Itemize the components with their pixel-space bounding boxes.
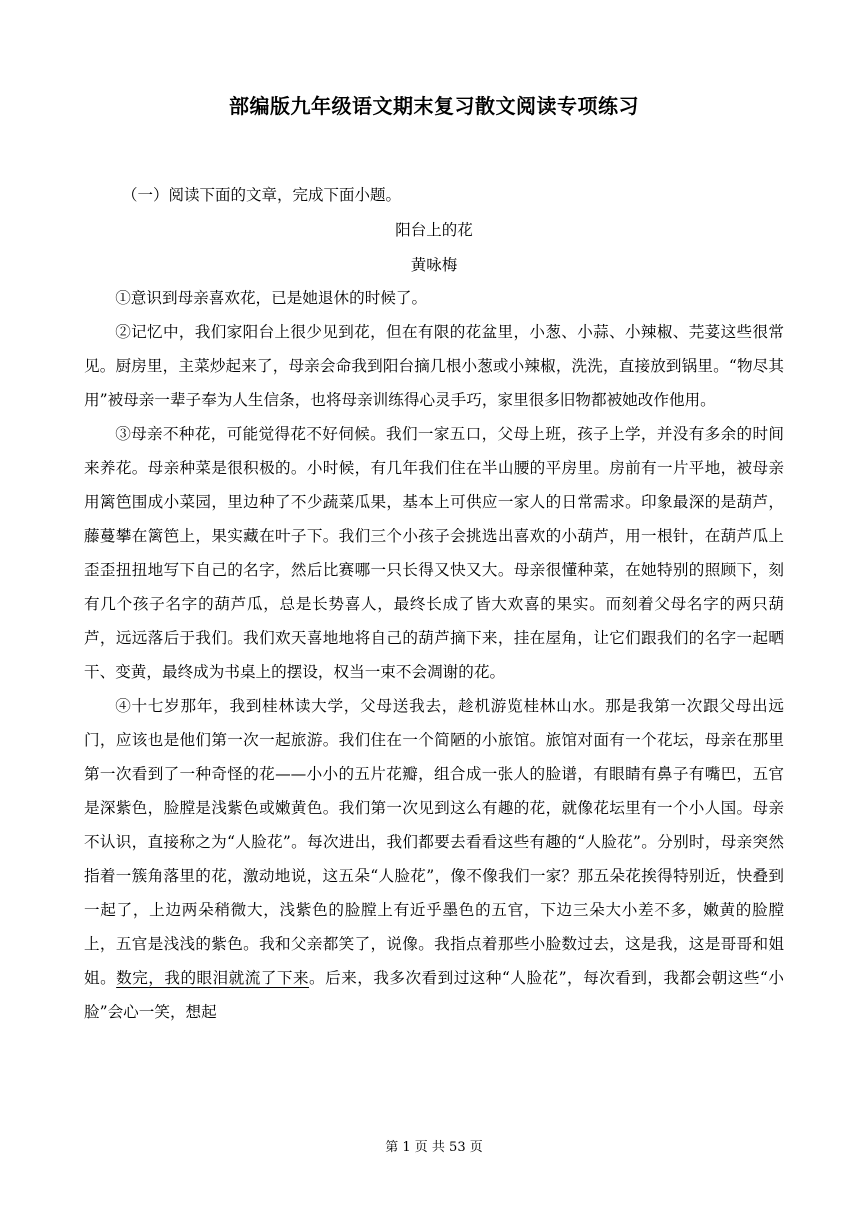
paragraph-4-text: ④十七岁那年，我到桂林读大学，父母送我去，趁机游览桂林山水。那是我第一次跟父母出远门，应该也是他们第一次一起旅游。我们住在一个简陋的小旅馆。旅馆对面有一个花坛，母亲在那里第一次看到了一种奇怪的花——小小的五片花瓣，组合成一张人的脸谱，有眼睛有鼻子有嘴巴，五官是深紫色，脸膛是浅紫色或嫩黄色。我们第一次见到这么有趣的花，就像花坛里有一个小人国。母亲不认识，直接称之为“人脸花”。每次进出，我们都要去看看这些有趣的“人脸花”。分别时，母亲突然指着一簇角落里的花，激动地说，这五朵“人脸花”，像不像我们一家？那五朵花挨得特别近，快叠到一起了，上边两朵稍微大，浅紫色的脸膛上有近乎墨色的五官，下边三朵大小差不多，嫩黄的脸膛上，五官是浅浅的紫色。我和父亲都笑了，说像。我指点着那些小脸数过去，这是我，这是哥哥和姐姐。	[84, 697, 784, 987]
article-title: 阳台上的花	[395, 221, 473, 239]
article-author: 黄咏梅	[410, 256, 458, 274]
article-body	[84, 281, 784, 1029]
paragraph-4	[84, 689, 784, 1029]
document-title: 部编版九年级语文期末复习散文阅读专项练习	[229, 94, 639, 118]
section-heading: （一）阅读下面的文章，完成下面小题。	[122, 186, 402, 204]
paragraph-3: ③母亲不种花，可能觉得花不好伺候。我们一家五口，父母上班，孩子上学，并没有多余的时间来养花。母亲种菜是很积极的。小时候，有几年我们住在半山腰的平房里。房前有一片平地，被母亲用篱笆围成小菜园，里边种了不少蔬菜瓜果，基本上可供应一家人的日常需求。印象最深的是葫芦，藤蔓攀在篱笆上，果实藏在叶子下。我们三个小孩子会挑选出喜欢的小葫芦，用一根针，在葫芦瓜上歪歪扭扭地写下自己的名字，然后比赛哪一只长得又快又大。母亲很懂种菜，在她特别的照顾下，刻有几个孩子名字的葫芦瓜，总是长势喜人，最终长成了皆大欢喜的果实。而刻着父母名字的两只葫芦，远远落后于我们。我们欢天喜地地将自己的葫芦摘下来，挂在屋角，让它们跟我们的名字一起晒干、变黄，最终成为书桌上的摆设，权当一束不会凋谢的花。	[84, 425, 784, 681]
paragraph-4-tail: 。后来，我多次看到过这种“人脸花”，每次看到，我都会朝这些“小脸”会心一笑，想起	[84, 969, 784, 1021]
underlined-sentence: 数完，我的眼泪就流了下来	[116, 969, 310, 987]
paragraph-1: ①意识到母亲喜欢花，已是她退休的时候了。	[115, 289, 428, 307]
page-footer: 第 1 页 共 53 页	[385, 1140, 483, 1155]
paragraph-2: ②记忆中，我们家阳台上很少见到花，但在有限的花盆里，小葱、小蒜、小辣椒、芫荽这些很常见。厨房里，主菜炒起来了，母亲会命我到阳台摘几根小葱或小辣椒，洗洗，直接放到锅里。“物尽其用”被母亲一辈子奉为人生信条，也将母亲训练得心灵手巧，家里很多旧物都被她改作他用。	[84, 323, 784, 409]
